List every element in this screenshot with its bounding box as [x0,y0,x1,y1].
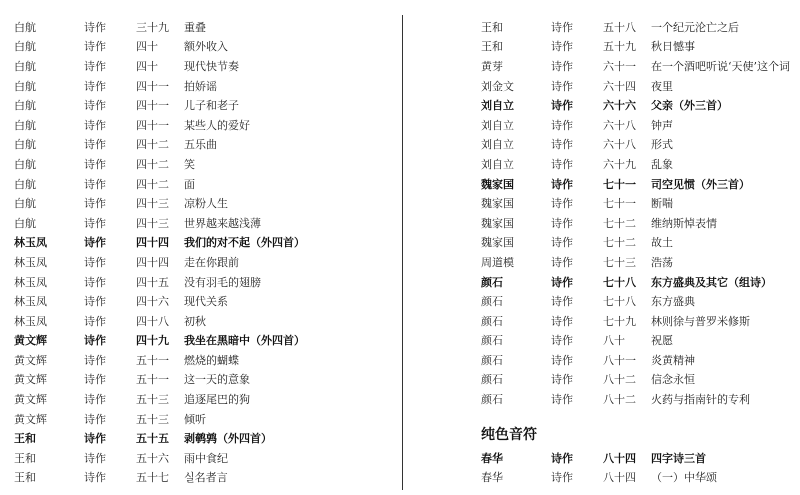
entry-type: 诗作 [84,275,106,289]
entry-title: 维纳斯悼表情 [651,216,717,230]
entry-author: 颜石 [481,275,503,289]
toc-entry [14,331,399,351]
toc-entry [481,115,796,135]
entry-title: 我们的对不起（外四首） [184,236,305,250]
entry-type: 诗作 [551,334,573,348]
entry-title: 乱象 [651,157,673,171]
entry-page: 四十一 [136,99,169,113]
entry-title: 形式 [651,138,673,152]
entry-author: 刘自立 [481,157,514,171]
entry-author: 林玉凤 [14,295,47,309]
entry-author: 黄文辉 [14,334,47,348]
entry-author: 王和 [481,20,503,34]
toc-entry [14,17,399,37]
entry-page: 四十一 [136,118,169,132]
toc-entry [481,467,796,487]
entry-title: 五乐曲 [184,138,217,152]
entry-type: 诗作 [551,118,573,132]
entry-page: 四十 [136,40,158,54]
entry-type: 诗作 [84,177,106,191]
entry-title: 在一个酒吧听说‘天使’这个词 [651,59,790,73]
entry-title: 凉粉人生 [184,197,228,211]
toc-entry [481,76,796,96]
entry-author: 白航 [14,40,36,54]
entry-author: 颜石 [481,373,503,387]
entry-type: 诗作 [84,197,106,211]
entry-title: 追逐尾巴的狗 [184,393,250,407]
toc-entry [14,56,399,76]
entry-author: 刘自立 [481,118,514,132]
toc-entry [481,291,796,311]
entry-author: 林玉凤 [14,314,47,328]
toc-entry [14,409,399,429]
entry-author: 春华 [481,471,503,485]
entry-type: 诗作 [84,79,106,93]
right-column [481,17,796,487]
entry-type: 诗作 [84,353,106,367]
toc-entry [14,135,399,155]
entry-page: 六十四 [603,79,636,93]
entry-author: 白航 [14,20,36,34]
entry-type: 诗作 [84,334,106,348]
entry-type: 诗作 [551,59,573,73]
entry-page: 七十八 [603,275,636,289]
toc-entry [14,389,399,409]
entry-page: 五十一 [136,353,169,367]
entry-title: 钟声 [651,118,673,132]
entry-title: 现代关系 [184,295,228,309]
right-rows [481,17,796,409]
toc-entry [481,135,796,155]
entry-type: 诗作 [551,275,573,289]
entry-page: 六十六 [603,99,636,113]
entry-title: 燃烧的蝴蝶 [184,353,239,367]
entry-type: 诗作 [84,471,106,485]
entry-author: 黄文辉 [14,412,47,426]
entry-page: 四十三 [136,197,169,211]
entry-type: 诗作 [84,451,106,465]
toc-entry [481,311,796,331]
entry-author: 刘自立 [481,99,514,113]
section-rows [481,448,796,487]
entry-author: 颜石 [481,353,503,367]
entry-title: 东方盛典及其它（组诗） [651,275,772,289]
entry-title: 雨中食纪 [184,451,228,465]
entry-type: 诗作 [84,255,106,269]
entry-author: 白航 [14,138,36,152]
entry-type: 诗作 [551,353,573,367]
entry-type: 诗作 [84,432,106,446]
entry-title: 一个纪元沦亡之后 [651,20,739,34]
entry-page: 四十 [136,59,158,73]
entry-page: 五十三 [136,412,169,426]
entry-type: 诗作 [84,118,106,132]
entry-type: 诗作 [84,138,106,152]
entry-author: 白航 [14,216,36,230]
entry-type: 诗作 [551,197,573,211]
entry-type: 诗作 [551,79,573,93]
entry-page: 八十 [603,334,625,348]
entry-author: 刘自立 [481,138,514,152]
entry-title: 断喘 [651,197,673,211]
toc-entry [14,37,399,57]
entry-title: 剥鹌鹑（外四首） [184,432,272,446]
entry-title: 现代快节奏 [184,59,239,73]
entry-title: 额外收入 [184,40,228,54]
entry-type: 诗作 [551,40,573,54]
entry-type: 诗作 [84,314,106,328]
entry-title: 重叠 [184,20,206,34]
entry-type: 诗作 [551,157,573,171]
entry-title: 东方盛典 [651,295,695,309]
toc-entry [481,370,796,390]
entry-type: 诗作 [551,20,573,34]
entry-title: 夜里 [651,79,673,93]
entry-type: 诗作 [551,393,573,407]
entry-author: 颜石 [481,295,503,309]
toc-entry [14,95,399,115]
entry-author: 魏家国 [481,216,514,230]
entry-author: 王和 [481,40,503,54]
entry-title: 四字诗三首 [651,451,706,465]
entry-title: 故土 [651,236,673,250]
entry-title: 某些人的爱好 [184,118,250,132]
toc-entry [14,311,399,331]
toc-entry [14,154,399,174]
entry-title: 倾听 [184,412,206,426]
section-heading: 纯色音符 [481,426,537,443]
entry-title: 信念永恒 [651,373,695,387]
entry-author: 林玉凤 [14,275,47,289]
entry-type: 诗作 [84,59,106,73]
toc-entry [14,213,399,233]
entry-title: 拍娇谣 [184,79,217,93]
toc-entry [481,95,796,115]
toc-entry [14,428,399,448]
entry-author: 黄芽 [481,59,503,73]
entry-type: 诗作 [551,373,573,387]
entry-page: 四十三 [136,216,169,230]
entry-page: 七十二 [603,216,636,230]
entry-page: 四十一 [136,79,169,93]
entry-page: 五十五 [136,432,169,446]
entry-page: 八十一 [603,353,636,367]
entry-page: 七十一 [603,197,636,211]
entry-title: 面 [184,177,195,191]
entry-type: 诗作 [84,412,106,426]
toc-entry [481,154,796,174]
entry-page: 八十四 [603,471,636,485]
entry-title: 秋日憾事 [651,40,695,54]
toc-entry [14,233,399,253]
entry-page: 六十九 [603,157,636,171]
entry-page: 七十一 [603,177,636,191]
entry-author: 春华 [481,451,503,465]
entry-type: 诗作 [84,99,106,113]
toc-entry [481,233,796,253]
entry-author: 白航 [14,118,36,132]
entry-page: 六十八 [603,118,636,132]
entry-author: 黄文辉 [14,373,47,387]
toc-entry [481,56,796,76]
entry-title: 父亲（外三首） [651,99,728,113]
entry-page: 三十九 [136,20,169,34]
entry-type: 诗作 [84,373,106,387]
entry-page: 七十二 [603,236,636,250]
entry-type: 诗作 [84,295,106,309]
toc-entry [14,76,399,96]
toc-entry [14,448,399,468]
entry-author: 刘金文 [481,79,514,93]
entry-type: 诗作 [551,177,573,191]
toc-entry [481,272,796,292]
entry-title: 没有羽毛的翅膀 [184,275,261,289]
entry-author: 魏家国 [481,236,514,250]
entry-type: 诗作 [84,216,106,230]
entry-author: 黄文辉 [14,393,47,407]
entry-type: 诗作 [84,40,106,54]
toc-entry [481,193,796,213]
entry-page: 四十四 [136,236,169,250]
entry-type: 诗作 [84,20,106,34]
entry-author: 魏家国 [481,177,514,191]
entry-page: 七十八 [603,295,636,309]
left-column [14,17,399,487]
entry-author: 颜石 [481,393,503,407]
entry-title: 初秋 [184,314,206,328]
entry-author: 白航 [14,157,36,171]
toc-entry [14,272,399,292]
toc-entry [481,37,796,57]
entry-author: 颜石 [481,334,503,348]
toc-entry [481,389,796,409]
entry-author: 魏家国 [481,197,514,211]
entry-type: 诗作 [84,236,106,250]
toc-entry [481,252,796,272]
entry-page: 五十一 [136,373,169,387]
entry-type: 诗作 [84,157,106,171]
toc-entry [14,115,399,135]
entry-title: 这一天的意象 [184,373,250,387]
entry-page: 四十九 [136,334,169,348]
entry-page: 七十三 [603,255,636,269]
toc-entry [481,213,796,233]
entry-page: 八十四 [603,451,636,465]
entry-type: 诗作 [551,236,573,250]
entry-title: 祝愿 [651,334,673,348]
entry-title: 浩荡 [651,255,673,269]
entry-page: 八十二 [603,373,636,387]
entry-author: 王和 [14,432,36,446]
entry-author: 白航 [14,99,36,113]
entry-page: 五十六 [136,451,169,465]
entry-title: 我坐在黑暗中（外四首） [184,334,305,348]
entry-author: 周道模 [481,255,514,269]
entry-page: 六十八 [603,138,636,152]
entry-author: 林玉凤 [14,255,47,269]
entry-type: 诗作 [551,451,573,465]
entry-title: 世界越来越浅薄 [184,216,261,230]
entry-title: 炎黄精神 [651,353,695,367]
entry-type: 诗作 [551,216,573,230]
entry-page: 八十二 [603,393,636,407]
entry-type: 诗作 [551,255,573,269]
column-divider [402,15,403,490]
entry-title: 司空见惯（外三首） [651,177,750,191]
entry-title: 林则徐与普罗米修斯 [651,314,750,328]
entry-author: 白航 [14,79,36,93]
entry-title: 실名者言 [184,471,228,485]
toc-entry [14,174,399,194]
entry-page: 五十七 [136,471,169,485]
entry-type: 诗作 [551,138,573,152]
entry-type: 诗作 [84,393,106,407]
entry-page: 五十八 [603,20,636,34]
entry-author: 王和 [14,451,36,465]
toc-entry [14,350,399,370]
toc-entry [481,350,796,370]
entry-page: 四十二 [136,157,169,171]
entry-author: 林玉凤 [14,236,47,250]
entry-page: 四十五 [136,275,169,289]
entry-title: 火药与指南针的专利 [651,393,750,407]
entry-type: 诗作 [551,471,573,485]
entry-author: 王和 [14,471,36,485]
toc-entry [14,193,399,213]
entry-author: 白航 [14,177,36,191]
entry-page: 四十二 [136,138,169,152]
toc-entry [14,291,399,311]
entry-page: 七十九 [603,314,636,328]
entry-type: 诗作 [551,314,573,328]
toc-entry [14,252,399,272]
entry-title: 笑 [184,157,195,171]
entry-page: 六十一 [603,59,636,73]
toc-entry [14,370,399,390]
entry-type: 诗作 [551,295,573,309]
entry-page: 五十三 [136,393,169,407]
entry-page: 四十二 [136,177,169,191]
toc-entry [14,468,399,488]
entry-author: 白航 [14,59,36,73]
toc-entry [481,17,796,37]
entry-title: 走在你跟前 [184,255,239,269]
entry-title: 儿子和老子 [184,99,239,113]
entry-author: 黄文辉 [14,353,47,367]
toc-entry [481,448,796,468]
entry-page: 五十九 [603,40,636,54]
entry-title: （一）中华颂 [651,471,717,485]
entry-page: 四十四 [136,255,169,269]
entry-author: 颜石 [481,314,503,328]
toc-entry [481,331,796,351]
entry-page: 四十六 [136,295,169,309]
entry-author: 白航 [14,197,36,211]
entry-type: 诗作 [551,99,573,113]
entry-page: 四十八 [136,314,169,328]
toc-entry [481,174,796,194]
